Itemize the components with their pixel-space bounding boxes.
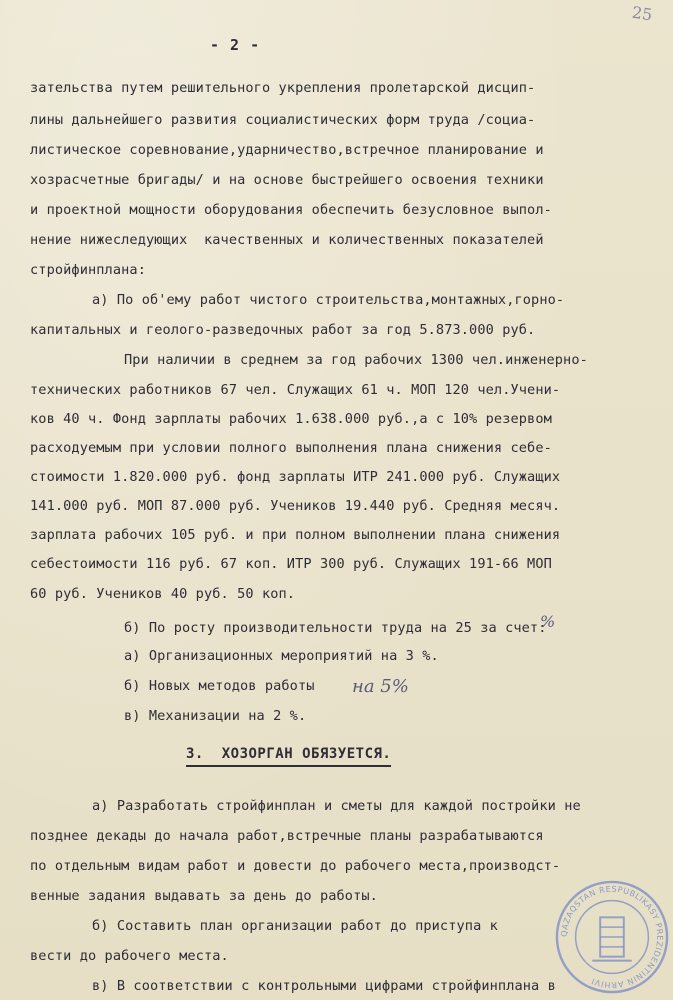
text-line: б) Новых методов работы — [124, 678, 315, 694]
text-line: листическое соревнование,ударничество,встречное планирование и — [30, 142, 544, 158]
text-line: венные задания выдавать за день до работы. — [30, 888, 378, 904]
section-heading: 3. ХОЗОРГАН ОБЯЗУЕТСЯ. — [186, 746, 391, 767]
text-line: вести до рабочего места. — [30, 948, 229, 964]
text-line: зательства путем решительного укрепления пролетарской дисцип- — [30, 80, 536, 96]
page-number: - 2 - — [210, 36, 261, 54]
text-line: расходуемым при условии полного выполнения плана снижения себе- — [30, 440, 552, 456]
archive-number: 25 — [630, 2, 654, 25]
text-line: капитальных и геолого-разведочных работ за год 5.873.000 руб. — [30, 322, 536, 338]
handwritten-percent: % — [540, 612, 556, 631]
text-line: ков 40 ч. Фонд зарплаты рабочих 1.638.000 руб.,а с 10% резервом — [30, 411, 552, 427]
text-line: технических работников 67 чел. Служащих 61 ч. МОП 120 чел.Учени- — [30, 382, 561, 398]
text-line: себестоимости 116 руб. 67 коп. ИТР 300 руб. Служащих 191-66 МОП — [30, 556, 552, 572]
text-line: а) По об'ему работ чистого строительства,монтажных,горно- — [92, 292, 565, 308]
handwritten-note: на 5% — [352, 676, 409, 697]
text-line: по отдельным видам работ и довести до рабочего места,производст- — [30, 858, 561, 874]
archive-stamp-icon — [553, 878, 671, 996]
text-line: 60 руб. Учеников 40 руб. 50 коп. — [30, 586, 296, 602]
text-line: а) Организационных мероприятий на 3 %. — [124, 648, 439, 664]
svg-text:QAZAQSTAN RESPUBLIKASY PREZIDE: QAZAQSTAN RESPUBLIKASY PREZIDENTINIŃ ARHIVI — [559, 884, 665, 990]
text-line: позднее декады до начала работ,встречные планы разрабатываются — [30, 828, 544, 844]
text-line: в) В соответствии с контрольными цифрами стройфинплана в — [92, 978, 556, 994]
text-line: лины дальнейшего развития социалистических форм труда /социа- — [30, 112, 536, 128]
text-line: нение нижеследующих качественных и количественных показателей — [30, 232, 544, 248]
text-line: б) По росту производительности труда на 25 за счет: — [124, 620, 547, 636]
text-line: 141.000 руб. МОП 87.000 руб. Учеников 19.440 руб. Средняя месяч. — [30, 498, 561, 514]
text-line: зарплата рабочих 105 руб. и при полном выполнении плана снижения — [30, 527, 561, 543]
text-line: стройфинплана: — [30, 262, 146, 278]
text-line: стоимости 1.820.000 руб. фонд зарплаты ИТР 241.000 руб. Служащих — [30, 469, 561, 485]
text-line: в) Механизации на 2 %. — [124, 708, 307, 724]
text-line: и проектной мощности оборудования обеспечить безусловное выпол- — [30, 202, 552, 218]
text-line: б) Составить план организации работ до приступа к — [92, 918, 498, 934]
text-line: а) Разработать стройфинплан и сметы для каждой постройки не — [92, 798, 581, 814]
text-line: При наличии в среднем за год рабочих 1300 чел.инженерно- — [124, 352, 588, 368]
text-line: хозрасчетные бригады/ и на основе быстрейшего освоения техники — [30, 172, 544, 188]
